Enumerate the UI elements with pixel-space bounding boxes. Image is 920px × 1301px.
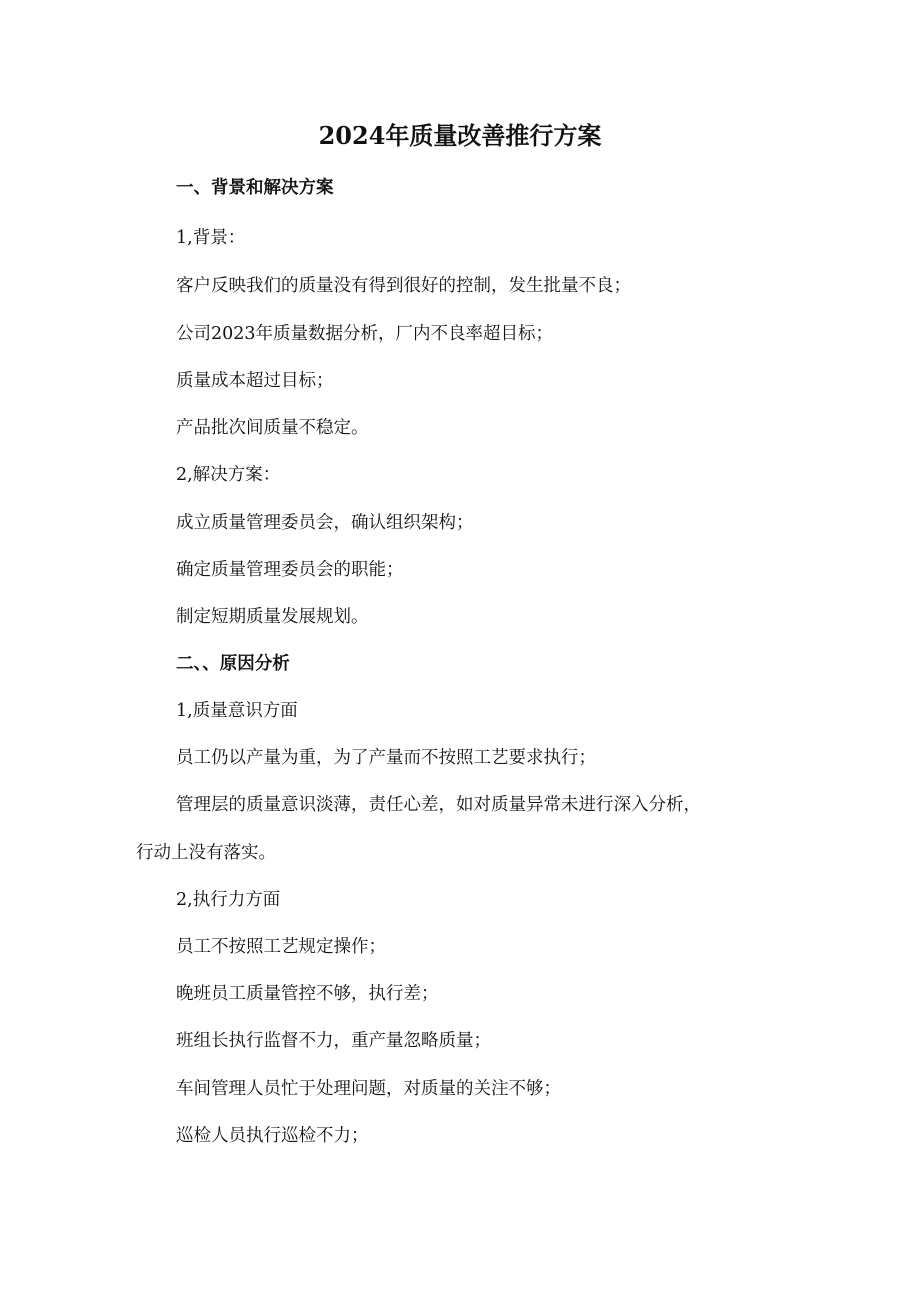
paragraph-line-wrapped-first: 管理层的质量意识淡薄，责任心差，如对质量异常未进行深入分析， xyxy=(176,795,701,815)
paragraph-line: 制定短期质量发展规划。 xyxy=(176,607,369,627)
paragraph-line: 员工不按照工艺规定操作； xyxy=(176,937,386,957)
paragraph-line-wrapped-second: 行动上没有落实。 xyxy=(136,843,276,863)
document-title: 2024年质量改善推行方案 xyxy=(318,121,602,150)
paragraph-line: 班组长执行监督不力，重产量忽略质量； xyxy=(176,1031,491,1051)
paragraph-line: 员工仍以产量为重，为了产量而不按照工艺要求执行； xyxy=(176,748,596,768)
paragraph-line: 车间管理人员忙于处理问题，对质量的关注不够； xyxy=(176,1079,561,1099)
paragraph-line: 确定质量管理委员会的职能； xyxy=(176,560,404,580)
subheading-quality-awareness: 1,质量意识方面 xyxy=(176,701,298,721)
paragraph-line: 质量成本超过目标； xyxy=(176,371,334,391)
section-heading-cause-analysis: 二、、原因分析 xyxy=(176,654,290,674)
paragraph-line: 晚班员工质量管控不够，执行差； xyxy=(176,984,439,1004)
paragraph-line: 巡检人员执行巡检不力； xyxy=(176,1126,369,1146)
paragraph-line: 公司2023年质量数据分析，厂内不良率超目标； xyxy=(176,324,554,344)
paragraph-line: 客户反映我们的质量没有得到很好的控制，发生批量不良； xyxy=(176,276,631,296)
paragraph-line: 产品批次间质量不稳定。 xyxy=(176,418,369,438)
section-heading-background-solution: 一、背景和解决方案 xyxy=(176,178,334,198)
subheading-execution: 2,执行力方面 xyxy=(176,890,281,910)
paragraph-line: 成立质量管理委员会，确认组织架构； xyxy=(176,513,474,533)
subheading-background: 1,背景： xyxy=(176,228,246,248)
subheading-solution: 2,解决方案： xyxy=(176,465,281,485)
